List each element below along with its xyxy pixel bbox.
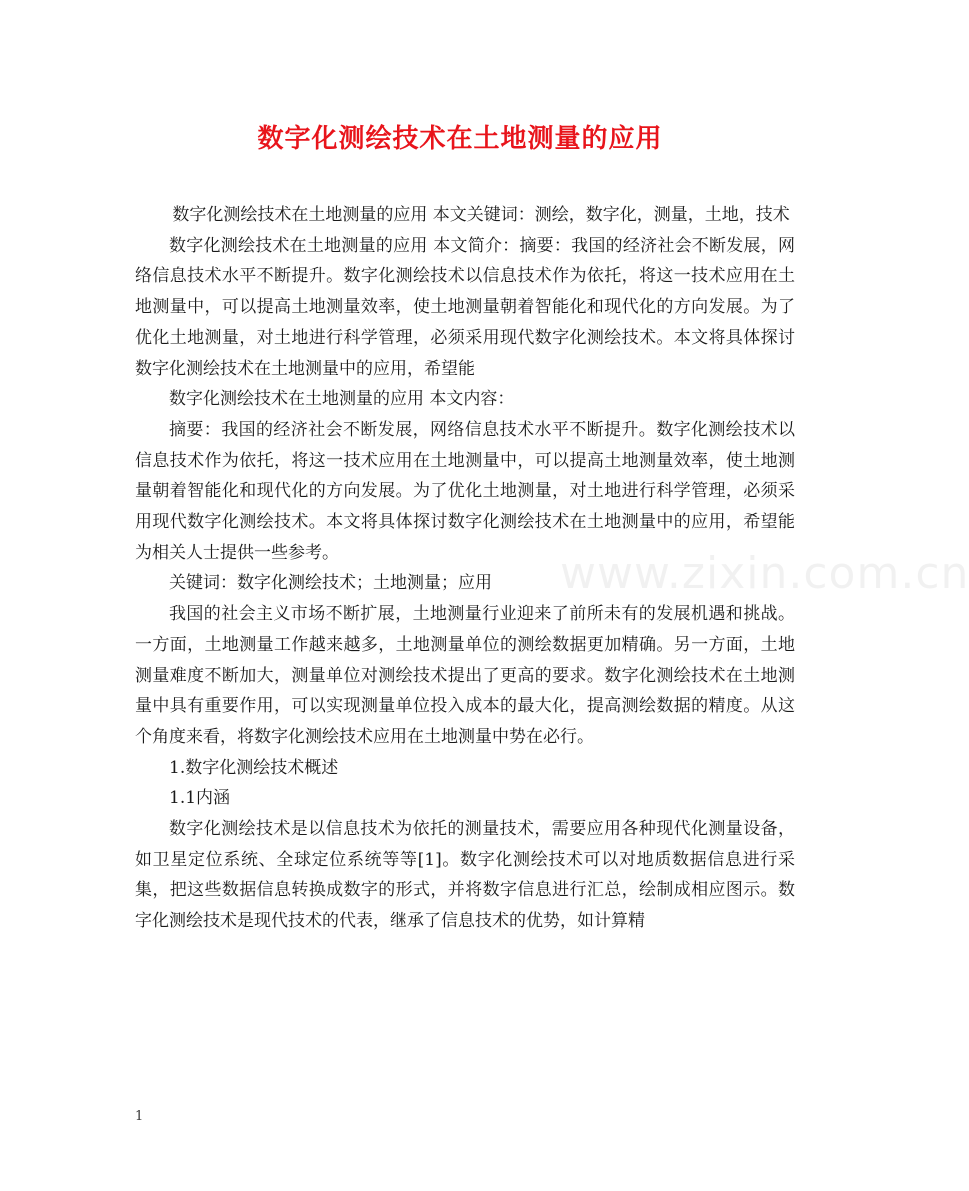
content-heading-paragraph: 数字化测绘技术在土地测量的应用 本文内容： (169, 389, 515, 410)
page-number: 1 (135, 1109, 144, 1124)
intro-paragraph: 我国的社会主义市场不断扩展，土地测量行业迎来了前所未有的发展机遇和挑战。一方面，土地测量工作越来越多，土地测量单位的测绘数据更加精确。另一方面，土地测量难度不断加大，测量单位对测绘技术提出了更高的要求。数字化测绘技术在土地测量中具有重要作用，可以实现测量单位投入成本的最大化，提高测绘数据的精度。从这个角度来看，将数字化测绘技术应用在土地测量中势在必行。 (135, 604, 795, 747)
section-heading-1: 1.数字化测绘技术概述 (169, 757, 339, 778)
keywords-paragraph: 数字化测绘技术在土地测量的应用 本文关键词：测绘，数字化，测量，土地，技术 (172, 205, 790, 225)
document-title: 数字化测绘技术在土地测量的应用 (257, 124, 663, 154)
subsection-heading-1-1: 1.1内涵 (169, 788, 231, 809)
article-keywords-paragraph: 关键词：数字化测绘技术；土地测量；应用 (169, 573, 492, 594)
summary-paragraph: 数字化测绘技术在土地测量的应用 本文简介：摘要：我国的经济社会不断发展，网络信息技术水平不断提升。数字化测绘技术以信息技术作为依托，将这一技术应用在土地测量中，可以提高土地测量效率，使土地测量朝着智能化和现代化的方向发展。为了优化土地测量，对土地进行科学管理，必须采用现代数字化测绘技术。本文将具体探讨数字化测绘技术在土地测量中的应用，希望能 (135, 235, 795, 379)
definition-paragraph: 数字化测绘技术是以信息技术为依托的测量技术，需要应用各种现代化测量设备，如卫星定位系统、全球定位系统等等[1]。数字化测绘技术可以对地质数据信息进行采集，把这些数据信息转换成数字的形式，并将数字信息进行汇总，绘制成相应图示。数字化测绘技术是现代技术的代表，继承了信息技术的优势，如计算精 (135, 819, 795, 932)
document-body (135, 200, 795, 937)
watermark-text: www.zixin.com.cn (560, 548, 969, 599)
abstract-paragraph: 摘要：我国的经济社会不断发展，网络信息技术水平不断提升。数字化测绘技术以信息技术作为依托，将这一技术应用在土地测量中，可以提高土地测量效率，使土地测量朝着智能化和现代化的方向发展。为了优化土地测量，对土地进行科学管理，必须采用现代数字化测绘技术。本文将具体探讨数字化测绘技术在土地测量中的应用，希望能为相关人士提供一些参考。 (135, 419, 795, 563)
